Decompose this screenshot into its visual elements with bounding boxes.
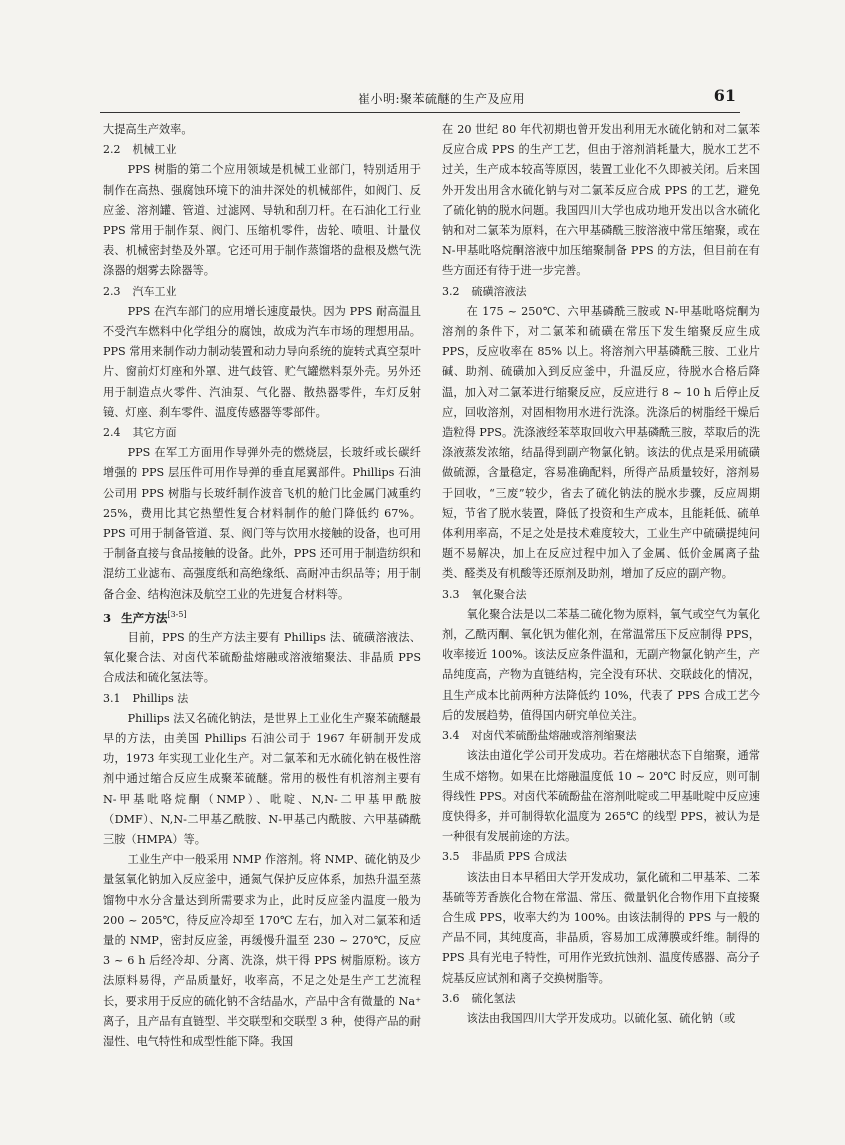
section-title: 其它方面 — [132, 426, 177, 440]
paragraph-3-3: 氧化聚合法是以二苯基二硫化物为原料，氧气或空气为氧化剂，乙酰丙酮、氧化钒为催化剂，在常温常压下反应制得 PPS，收率接近 100%。该法反应条件温和，无副产物氯化钠产生，产品纯度高，产物为直链结构，完全没有环状、交联歧化的情况，且生产成本比前两种方法降低约 10%，代表了 PPS 合成工艺今后的发展趋势，值得国内研究单位关注。 — [442, 607, 760, 722]
section-title: 硫磺溶液法 — [471, 284, 527, 298]
section-heading-3-2 — [442, 282, 760, 302]
right-column — [442, 120, 760, 1029]
paragraph-3-1-continued: 在 20 世纪 80 年代初期也曾开发出利用无水硫化钠和对二氯苯反应合成 PPS 的生产工艺，但由于溶剂消耗量大，脱水工艺不过关，生产成本较高等原因，装置工业化不久即被关闭。后来国外开发出用含水硫化钠与对二氯苯反应合成 PPS 的工艺，避免了硫化钠的脱水问题。我国四川大学也成功地开发出以含水硫化钠和对二氯苯为原料，在六甲基磷酰三胺溶液中常压缩聚，或在 N-甲基吡咯烷酮溶液中加压缩聚制备 PPS 的方法，但目前在有些方面还有待于进一步完善。 — [442, 123, 760, 278]
section-title: 生产方法 — [121, 610, 168, 625]
paragraph-2-3: PPS 在汽车部门的应用增长速度最快。因为 PPS 耐高温且不受汽车燃料中化学组分的腐蚀，故成为汽车市场的理想用品。PPS 常用来制作动力制动装置和动力导向系统的旋转式真空泵叶片、窗前灯灯座和外罩、进气歧管、贮气罐燃料泵外壳。另外还用于制造点火零件、汽油泵、气化器、散热器零件，车灯反射镜、灯座、刹车零件、温度传感器等零部件。 — [103, 304, 421, 419]
section-heading-3-5 — [442, 847, 760, 867]
paragraph-3-1b: 工业生产中一般采用 NMP 作溶剂。将 NMP、硫化钠及少量氢氧化钠加入反应釜中，通氮气保护反应体系，加热升温至蒸馏物中水分含量达到所需要求为止，此时反应釜内温度一般为 200 ~ 205℃，待反应冷却至 170℃ 左右，加入对二氯苯和适量的 NMP，密封反应釜，再缓慢升温至 230 ~ 270℃，反应 3 ~ 6 h 后经冷却、分离、洗涤，烘干得 PPS 树脂原粉。该方法原料易得，产品质量好，收率高，不足之处是生产工艺流程长，要求用于反应的硫化钠不含结晶水，产品中含有微量的 Na⁺ 离子，且产品有直链型、半交联型和交联型 3 种，使得产品的耐湿性、电气特性和成型性能下降。我国 — [103, 853, 421, 1048]
paragraph-3-2: 在 175 ~ 250℃、六甲基磷酰三胺或 N-甲基吡咯烷酮为溶剂的条件下，对二氯苯和硫磺在常压下发生缩聚反应生成 PPS，反应收率在 85% 以上。将溶剂六甲基磷酰三胺、工业片碱、助剂、硫磺加入到反应釜中，升温反应，待脱水合格后降温，加入对二氯苯进行缩聚反应，反应进行 8 ~ 10 h 后停止反应，回收溶剂，对固相物用水进行洗涤。洗涤后的树脂经干燥后造粒得 PPS。洗涤液经苯萃取回收六甲基磷酰三胺，萃取后的洗涤液蒸发浓缩，结晶得到副产物氯化钠。该法的优点是采用硫磺做硫源，含量稳定，容易准确配料，所得产品质量较好，溶剂易于回收，“三废”较少，省去了硫化钠法的脱水步骤，反应周期短，节省了脱水装置，降低了投资和生产成本，且能耗低、硫单体利用率高，不足之处是技术难度较大，工业生产中硫磺提纯问题不易解决，加上在反应过程中加入了金属、低价金属离子盐类、醛类及有机酸等还原剂及助剂，增加了反应的副产物。 — [442, 304, 760, 581]
paragraph-3: 目前，PPS 的生产方法主要有 Phillips 法、硫磺溶液法、氧化聚合法、对卤代苯硫酚盐熔融或溶液缩聚法、非晶质 PPS 合成法和硫化氢法等。 — [103, 630, 421, 685]
citation-ref: [3-5] — [167, 609, 187, 619]
section-heading-3-3 — [442, 585, 760, 605]
section-heading-3 — [103, 605, 421, 628]
paragraph-3-4: 该法由道化学公司开发成功。若在熔融状态下自缩聚，通常生成不熔物。如果在比熔融温度低 10 ~ 20℃ 时反应，则可制得线性 PPS。对卤代苯硫酚盐在溶剂吡啶或二甲基吡啶中反应速度快得多，并可制得软化温度为 265℃ 的线型 PPS，被认为是一种很有发展前途的方法。 — [442, 749, 760, 844]
section-heading-2-4 — [103, 423, 421, 443]
section-title: 氧化聚合法 — [471, 587, 527, 601]
paragraph-3-5: 该法由日本早稻田大学开发成功，氯化硫和二甲基苯、二苯基硫等芳香族化合物在常温、常压、微量钒化合物作用下直接聚合生成 PPS，收率大约为 100%。由该法制得的 PPS 与一般的产品不同，其纯度高，非晶质，容易加工成薄膜或纤维。制得的 PPS 具有光电子特性，可用作光致抗蚀剂、温度传感器、高分子烷基反应试剂和离子交换树脂等。 — [442, 870, 760, 985]
section-heading-2-2 — [103, 140, 421, 160]
section-number: 3.2 — [442, 284, 460, 298]
section-number: 2.2 — [103, 143, 121, 157]
running-title: 崔小明:聚苯硫醚的生产及应用 — [358, 92, 526, 106]
section-title: 机械工业 — [132, 143, 177, 157]
left-column — [103, 120, 421, 1052]
section-number: 3.4 — [442, 729, 460, 743]
section-title: 对卤代苯硫酚盐熔融或溶剂缩聚法 — [471, 729, 637, 743]
paragraph-3-1a: Phillips 法又名硫化钠法，是世界上工业化生产聚苯硫醚最早的方法，由美国 Phillips 石油公司于 1967 年研制开发成功，1973 年实现工业化生产。对二氯苯和无水硫化钠在极性溶剂中通过缩合反应生成聚苯硫醚。常用的极性有机溶剂主要有 N-甲基吡咯烷酮（NMP）、吡啶、N,N-二甲基甲酰胺（DMF）、N,N-二甲基乙酰胺、N-甲基己内酰胺、六甲基磷酰三胺（HMPA）等。 — [103, 711, 421, 846]
section-heading-3-4 — [442, 726, 760, 746]
section-number: 2.4 — [103, 426, 121, 440]
section-number: 3.3 — [442, 587, 460, 601]
section-heading-3-1 — [103, 689, 421, 709]
section-number: 3 — [103, 610, 112, 625]
section-number: 2.3 — [103, 284, 121, 298]
section-number: 3.6 — [442, 991, 460, 1005]
section-title: 硫化氢法 — [471, 991, 516, 1005]
paragraph-intro-continued: 大提高生产效率。 — [103, 123, 193, 136]
section-number: 3.5 — [442, 850, 460, 864]
paragraph-3-6: 该法由我国四川大学开发成功。以硫化氢、硫化钠（或 — [466, 1011, 736, 1025]
section-number: 3.1 — [103, 691, 121, 705]
section-heading-2-3 — [103, 282, 421, 302]
section-title: 非晶质 PPS 合成法 — [471, 850, 567, 864]
paragraph-2-2: PPS 树脂的第二个应用领域是机械工业部门，特别适用于制作在高热、强腐蚀环境下的油井深处的机械部件，如阀门、反应釜、溶剂罐、管道、过滤网、导轨和刮刀杆。在石油化工行业 PPS 常用于制作泵、阀门、压缩机零件，齿轮、喷咀、计量仪表、机械密封垫及外罩。它还可用于制作蒸馏塔的盘根及燃气洗涤器的烟雾去除器等。 — [103, 163, 421, 278]
page-number: 61 — [713, 86, 736, 105]
section-title: Phillips 法 — [132, 691, 189, 705]
running-header — [100, 88, 740, 113]
section-heading-3-6 — [442, 989, 760, 1009]
section-title: 汽车工业 — [132, 284, 177, 298]
paragraph-2-4: PPS 在军工方面用作导弹外壳的燃烧层，长玻纤或长碳纤增强的 PPS 层压件可用作导弹的垂直尾翼部件。Phillips 石油公司用 PPS 树脂与长玻纤制作波音飞机的舱门比金属门减重约 25%，费用比其它热塑性复合材料制作的舱门降低约 67%。PPS 可用于制备管道、泵、阀门等与饮用水接触的设备，也可用于制备直接与食品接触的设备。此外，PPS 还可用于制造纺织和混纺工业滤布、高强度纸和高绝缘纸、高耐冲击织品等；用于制备合金、结构泡沫及航空工业的先进复合材料等。 — [103, 446, 421, 601]
